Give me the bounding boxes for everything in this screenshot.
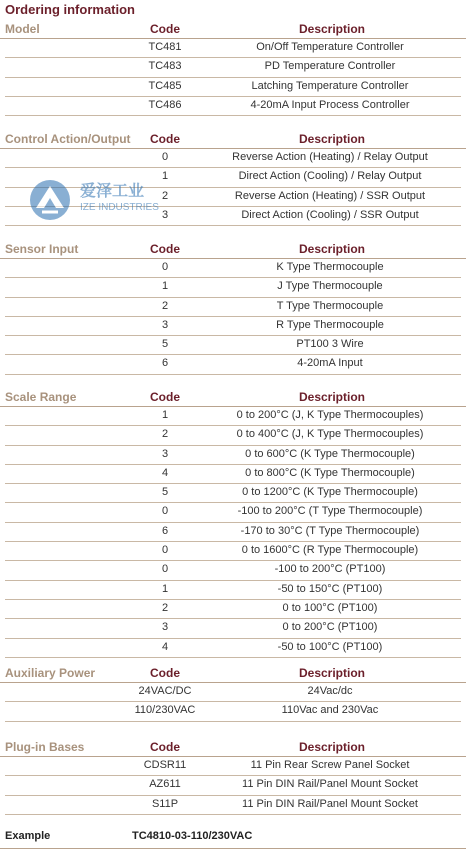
section-header [0,240,466,259]
table-row [5,407,461,426]
description-cell: 0 to 600°C (K Type Thermocouple) [245,447,415,460]
section-sensor-input [0,240,466,375]
description-cell: K Type Thermocouple [276,261,384,273]
code-column-header: Code [150,666,180,680]
description-cell: 0 to 400°C (J, K Type Thermocouples) [236,428,424,441]
table-row [5,484,461,503]
table-row [5,317,461,336]
code-cell: 1 [161,582,169,595]
table-row [5,426,461,445]
code-cell: TC481 [148,41,182,53]
code-cell: 4 [161,466,169,479]
description-column-header: Description [298,132,365,146]
description-cell: Latching Temperature Controller [251,79,409,92]
description-cell: 11 Pin Rear Screw Panel Socket [250,759,410,771]
description-cell: -100 to 200°C (T Type Thermocouple) [237,505,423,518]
watermark-logo [28,178,188,222]
section-name: Control Action/Output [5,132,131,146]
section-auxiliary-power [0,664,466,722]
code-cell: 3 [161,447,169,460]
table-row [5,600,461,619]
section-name: Model [5,22,40,36]
table-row [5,58,461,77]
table-row [5,542,461,561]
table-row [5,355,461,374]
table-row [5,298,461,317]
description-cell: 11 Pin DIN Rail/Panel Mount Socket [242,778,418,791]
code-cell: 0 [161,151,169,163]
code-cell: 0 [161,563,169,576]
description-column-header: Description [298,390,365,404]
code-cell: CDSR11 [143,759,187,771]
table-row [5,465,461,484]
table-row [5,39,461,58]
description-cell: Direct Action (Cooling) / SSR Output [241,208,419,221]
code-cell: 6 [161,357,169,370]
code-cell: 24VAC/DC [138,685,192,697]
description-cell: PT100 3 Wire [296,338,364,351]
description-cell: -170 to 30°C (T Type Thermocouple) [240,524,420,537]
description-cell: Direct Action (Cooling) / Relay Output [238,170,422,183]
code-cell: TC483 [148,60,182,73]
code-cell: 6 [161,524,169,537]
code-cell: 0 [161,544,169,557]
table-row [5,278,461,297]
description-cell: 0 to 200°C (PT100) [282,621,378,634]
description-column-header: Description [298,740,365,754]
description-cell: T Type Thermocouple [276,299,384,312]
table-row [5,702,461,721]
table-row [5,581,461,600]
code-column-header: Code [150,740,180,754]
code-cell: 3 [161,318,169,331]
code-cell: 1 [161,409,169,421]
description-cell: -50 to 100°C (PT100) [277,640,383,653]
description-cell: R Type Thermocouple [276,318,384,331]
description-cell: -100 to 200°C (PT100) [274,563,386,576]
code-cell: 110/230VAC [134,704,196,717]
description-column-header: Description [298,242,365,256]
code-cell: 5 [161,338,169,351]
table-row [5,446,461,465]
code-cell: 5 [161,486,169,499]
code-cell: S11P [151,797,179,810]
table-row [5,259,461,278]
section-plug-in-bases [0,738,466,815]
code-cell: 2 [161,299,169,312]
section-header [0,738,466,757]
description-cell: 0 to 800°C (K Type Thermocouple) [245,466,415,479]
watermark-text-en: IZE INDUSTRIES [80,202,159,213]
description-cell: 24Vac/dc [307,685,353,697]
table-row [5,149,461,168]
section-scale-range [0,388,466,658]
section-name: Sensor Input [5,242,79,256]
code-cell: 2 [161,189,169,202]
code-column-header: Code [150,132,180,146]
example-label: Example [5,830,51,842]
code-cell: 3 [161,208,169,221]
table-row [5,796,461,815]
code-cell: 2 [161,601,169,614]
ize-logo-icon [28,178,76,222]
description-column-header: Description [298,666,365,680]
table-row [5,757,461,776]
description-cell: 0 to 100°C (PT100) [282,601,378,614]
description-cell: 0 to 200°C (J, K Type Thermocouples) [236,409,424,421]
section-header [0,388,466,407]
description-cell: Reverse Action (Heating) / Relay Output [232,151,428,163]
table-row [5,776,461,795]
section-header [0,20,466,39]
code-cell: TC486 [148,98,182,111]
section-header [0,664,466,683]
watermark-text-cn: 爱泽工业 [80,183,145,200]
table-row [5,639,461,658]
description-cell: 4-20mA Input [297,357,363,370]
example-value: TC4810-03-110/230VAC [132,830,253,842]
table-row [5,523,461,542]
section-name: Plug-in Bases [5,740,85,754]
section-header [0,130,466,149]
table-row [5,683,461,702]
table-row [5,97,461,116]
code-cell: 1 [161,280,169,293]
section-name: Scale Range [5,390,77,404]
code-cell: 2 [161,428,169,441]
table-row [5,503,461,522]
description-cell: Reverse Action (Heating) / SSR Output [234,189,426,202]
code-cell: TC485 [148,79,182,92]
code-column-header: Code [150,22,180,36]
description-cell: On/Off Temperature Controller [256,41,404,53]
table-row [5,336,461,355]
description-cell: 0 to 1600°C (R Type Thermocouple) [241,544,419,557]
table-row [5,78,461,97]
description-cell: 110Vac and 230Vac [281,704,379,717]
code-cell: 3 [161,621,169,634]
code-cell: 0 [161,261,169,273]
table-row [5,561,461,580]
code-cell: 0 [161,505,169,518]
description-cell: 4-20mA Input Process Controller [250,98,410,111]
description-cell: 0 to 1200°C (K Type Thermocouple) [242,486,418,499]
bottom-divider [0,848,466,849]
description-cell: 11 Pin DIN Rail/Panel Mount Socket [242,797,418,810]
description-cell: -50 to 150°C (PT100) [277,582,383,595]
code-cell: AZ611 [149,778,181,791]
code-column-header: Code [150,242,180,256]
description-column-header: Description [298,22,365,36]
page-title: Ordering information [5,2,135,17]
description-cell: PD Temperature Controller [264,60,396,73]
code-cell: 4 [161,640,169,653]
code-cell: 1 [161,170,169,183]
section-name: Auxiliary Power [5,666,96,680]
code-column-header: Code [150,390,180,404]
table-row [5,619,461,638]
section-model [0,20,466,116]
description-cell: J Type Thermocouple [277,280,383,293]
